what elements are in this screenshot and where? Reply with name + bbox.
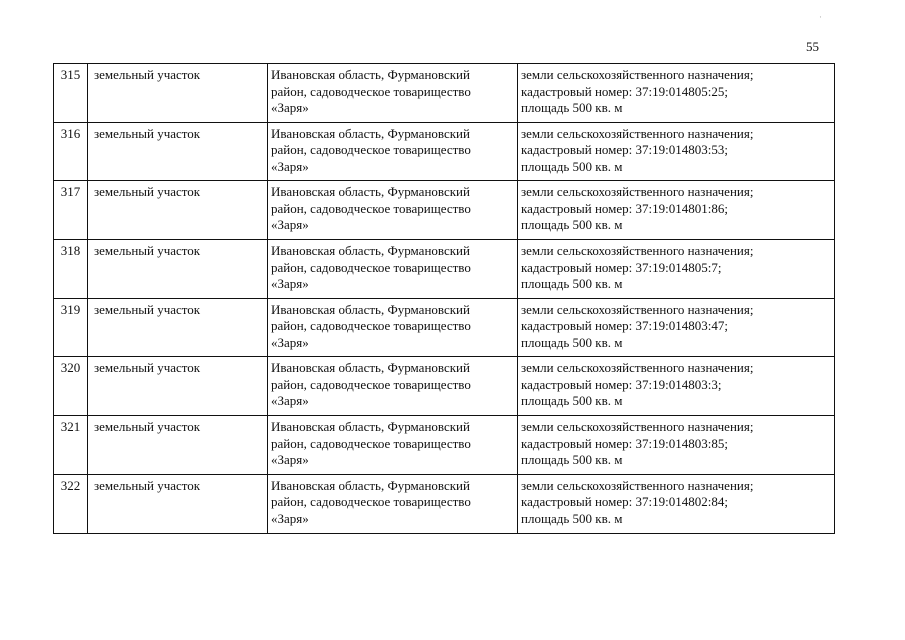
address-line: «Заря» <box>271 393 309 409</box>
description-line: кадастровый номер: 37:19:014805:25; <box>521 83 728 99</box>
object-address <box>268 122 518 181</box>
row-number: 317 <box>54 181 88 240</box>
address-line: «Заря» <box>271 510 309 526</box>
object-address <box>268 298 518 357</box>
description-line: кадастровый номер: 37:19:014802:84; <box>521 494 728 510</box>
description-line: площадь 500 кв. м <box>521 100 623 115</box>
object-description <box>518 181 835 240</box>
object-description <box>518 64 835 123</box>
page-number: 55 <box>806 39 819 54</box>
object-type: земельный участок <box>88 474 268 533</box>
table-body <box>54 64 835 534</box>
row-number: 321 <box>54 416 88 475</box>
table-row <box>54 416 835 475</box>
description-line: кадастровый номер: 37:19:014803:85; <box>521 435 728 451</box>
address-line: район, садоводческое товарищество <box>271 376 471 392</box>
description-line: земли сельскохозяйственного назначения; <box>521 419 754 435</box>
object-type: земельный участок <box>88 298 268 357</box>
object-address <box>268 240 518 299</box>
row-number: 316 <box>54 122 88 181</box>
object-description <box>518 240 835 299</box>
description-line: земли сельскохозяйственного назначения; <box>521 125 754 141</box>
object-type: земельный участок <box>88 357 268 416</box>
description-line: площадь 500 кв. м <box>521 217 623 233</box>
address-line: Ивановская область, Фурмановский <box>271 243 470 259</box>
description-line: площадь 500 кв. м <box>521 393 623 409</box>
description-line: земли сельскохозяйственного назначения; <box>521 184 754 200</box>
address-line: район, садоводческое товарищество <box>271 318 471 334</box>
description-line: площадь 500 кв. м <box>521 334 623 350</box>
object-address <box>268 416 518 475</box>
address-line: Ивановская область, Фурмановский <box>271 477 470 493</box>
object-address <box>268 64 518 123</box>
description-line: площадь 500 кв. м <box>521 158 623 174</box>
object-type: земельный участок <box>88 64 268 123</box>
description-line: площадь 500 кв. м <box>521 452 623 468</box>
description-line: кадастровый номер: 37:19:014803:3; <box>521 376 722 392</box>
address-line: «Заря» <box>271 452 309 468</box>
object-description <box>518 357 835 416</box>
description-line: кадастровый номер: 37:19:014801:86; <box>521 200 728 216</box>
description-line: земли сельскохозяйственного назначения; <box>521 243 754 259</box>
description-line: площадь 500 кв. м <box>521 276 623 292</box>
address-line: «Заря» <box>271 158 309 174</box>
description-line: земли сельскохозяйственного назначения; <box>521 67 754 82</box>
table-row <box>54 240 835 299</box>
object-description <box>518 416 835 475</box>
page-corner-mark: · <box>819 12 822 22</box>
address-line: Ивановская область, Фурмановский <box>271 360 470 376</box>
object-description <box>518 474 835 533</box>
object-address <box>268 474 518 533</box>
address-line: Ивановская область, Фурмановский <box>271 67 470 82</box>
address-line: Ивановская область, Фурмановский <box>271 301 470 317</box>
address-line: Ивановская область, Фурмановский <box>271 419 470 435</box>
object-type: земельный участок <box>88 122 268 181</box>
address-line: Ивановская область, Фурмановский <box>271 184 470 200</box>
description-line: кадастровый номер: 37:19:014805:7; <box>521 259 722 275</box>
address-line: «Заря» <box>271 276 309 292</box>
object-description <box>518 298 835 357</box>
address-line: район, садоводческое товарищество <box>271 494 471 510</box>
address-line: «Заря» <box>271 217 309 233</box>
address-line: район, садоводческое товарищество <box>271 142 471 158</box>
object-description <box>518 122 835 181</box>
object-address <box>268 357 518 416</box>
address-line: «Заря» <box>271 334 309 350</box>
description-line: площадь 500 кв. м <box>521 510 623 526</box>
object-type: земельный участок <box>88 240 268 299</box>
object-type: земельный участок <box>88 181 268 240</box>
table-row <box>54 122 835 181</box>
description-line: земли сельскохозяйственного назначения; <box>521 360 754 376</box>
description-line: кадастровый номер: 37:19:014803:53; <box>521 142 728 158</box>
table-row <box>54 357 835 416</box>
address-line: район, садоводческое товарищество <box>271 200 471 216</box>
address-line: «Заря» <box>271 100 309 115</box>
row-number: 319 <box>54 298 88 357</box>
object-address <box>268 181 518 240</box>
address-line: район, садоводческое товарищество <box>271 83 471 99</box>
description-line: земли сельскохозяйственного назначения; <box>521 301 754 317</box>
description-line: земли сельскохозяйственного назначения; <box>521 477 754 493</box>
land-plots-table <box>53 63 835 534</box>
table-row <box>54 181 835 240</box>
row-number: 318 <box>54 240 88 299</box>
row-number: 320 <box>54 357 88 416</box>
description-line: кадастровый номер: 37:19:014803:47; <box>521 318 728 334</box>
address-line: Ивановская область, Фурмановский <box>271 125 470 141</box>
table-row <box>54 298 835 357</box>
address-line: район, садоводческое товарищество <box>271 435 471 451</box>
table-row <box>54 474 835 533</box>
row-number: 322 <box>54 474 88 533</box>
address-line: район, садоводческое товарищество <box>271 259 471 275</box>
table-row <box>54 64 835 123</box>
object-type: земельный участок <box>88 416 268 475</box>
row-number: 315 <box>54 64 88 123</box>
